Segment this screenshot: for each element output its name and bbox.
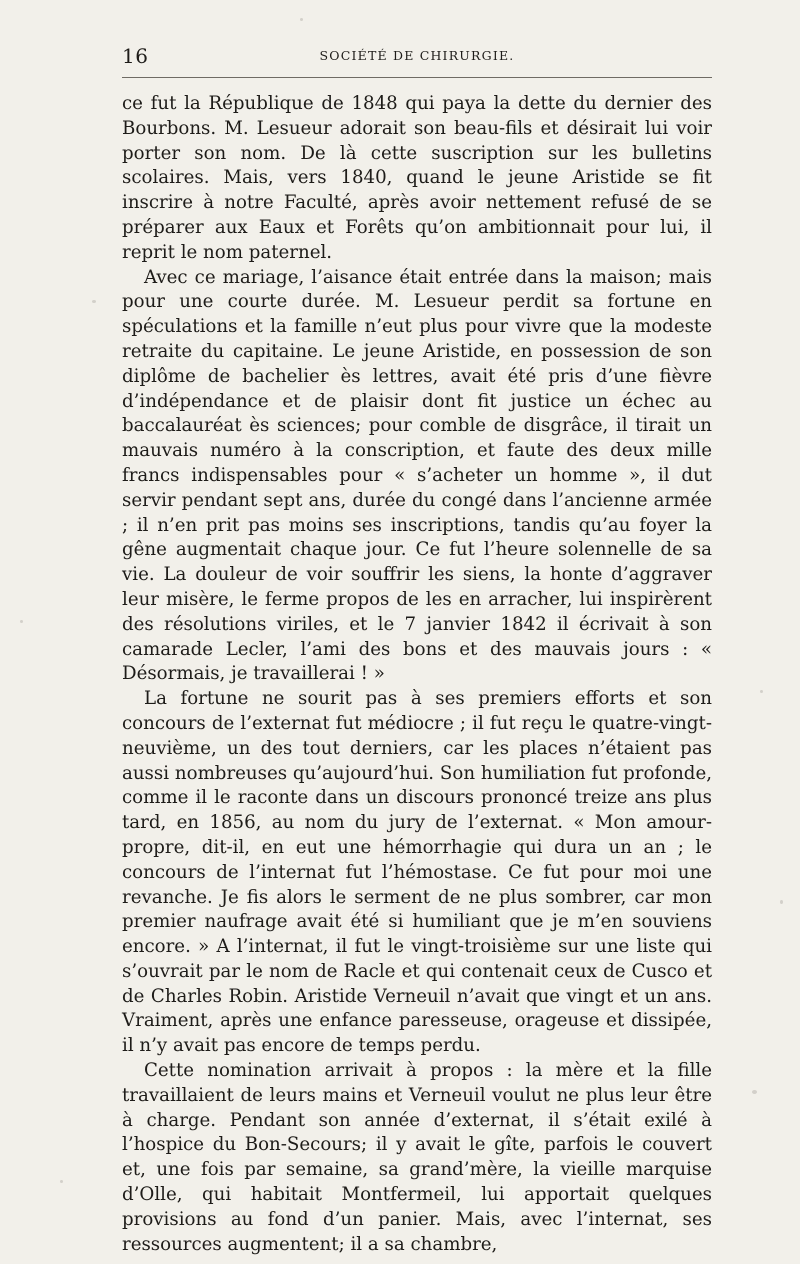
header-rule xyxy=(122,77,712,78)
paragraph-2: Avec ce mariage, l’aisance était entrée dans la maison; mais pour une courte durée. M. Lesueur perdit sa fortune en spéculations et la famille n’eut plus pour vivre que la modeste retraite du capitaine. Le jeune Aristide, en possession de son diplôme de bachelier ès lettres, avait été pris d’une fièvre d’indépendance et de plaisir dont fit justice un échec au baccalauréat ès sciences; pour comble de disgrâce, il tirait un mauvais numéro à la conscription, et faute des deux mille francs indispensables pour « s’acheter un homme », il dut servir pendant sept ans, durée du congé dans l’ancienne armée ; il n’en prit pas moins ses inscriptions, tandis qu’au foyer la gêne augmentait chaque jour. Ce fut l’heure solennelle de sa vie. La douleur de voir souffrir les siens, la honte d’aggraver leur misère, le ferme propos de les en arracher, lui inspirèrent des résolutions viriles, et le 7 janvier 1842 il écrivait à son camarade Lecler, l’ami des bons et des mauvais jours : « Désormais, je travaillerai ! » xyxy=(122,266,712,685)
paper-speck xyxy=(60,1180,63,1183)
paragraph-1: ce fut la République de 1848 qui paya la dette du dernier des Bourbons. M. Lesueur adorait son beau-fils et désirait lui voir porter son nom. De là cette suscription sur les bulletins scolaires. Mais, vers 1840, quand le jeune Aristide se fit inscrire à notre Faculté, après avoir nettement refusé de se préparer aux Eaux et Forêts qu’on ambitionnait pour lui, il reprit le nom paternel. xyxy=(122,93,712,263)
paper-speck xyxy=(752,1090,757,1094)
paper-speck xyxy=(92,300,96,303)
paper-speck xyxy=(760,690,763,693)
page-header xyxy=(122,44,712,72)
page-number: 16 xyxy=(122,44,149,68)
paper-speck xyxy=(20,620,23,623)
paper-speck xyxy=(780,900,783,904)
paper-speck xyxy=(300,18,303,21)
paragraph-3: La fortune ne sourit pas à ses premiers efforts et son concours de l’externat fut médiocre ; il fut reçu le quatre-vingt-neuvième, un des tout derniers, car les places n’étaient pas aussi nombreuses qu’aujourd’hui. Son humiliation fut profonde, comme il le raconte dans un discours prononcé treize ans plus tard, en 1856, au nom du jury de l’externat. « Mon amour-propre, dit-il, en eut une hémorrhagie qui dura un an ; le concours de l’internat fut l’hémostase. Ce fut pour moi une revanche. Je fis alors le serment de ne plus sombrer, car mon premier naufrage avait été si humiliant que je m’en souviens encore. » A l’internat, il fut le vingt-troisième sur une liste qui s’ouvrait par le nom de Racle et qui contenait ceux de Cusco et de Charles Robin. Aristide Verneuil n’avait que vingt et un ans. Vraiment, après une enfance paresseuse, orageuse et dissipée, il n’y avait pas encore de temps perdu. xyxy=(122,688,712,1057)
running-head: SOCIÉTÉ DE CHIRURGIE. xyxy=(319,48,515,63)
body-text xyxy=(122,92,712,1257)
paragraph-4: Cette nomination arrivait à propos : la mère et la fille travaillaient de leurs mains et Verneuil voulut ne plus leur être à charge. Pendant son année d’externat, il s’était exilé à l’hospice du Bon-Secours; il y avait le gîte, parfois le couvert et, une fois par semaine, sa grand’mère, la vieille marquise d’Olle, qui habitait Montfermeil, lui apportait quelques provisions au fond d’un panier. Mais, avec l’internat, ses ressources augmentent; il a sa chambre, xyxy=(122,1060,712,1255)
